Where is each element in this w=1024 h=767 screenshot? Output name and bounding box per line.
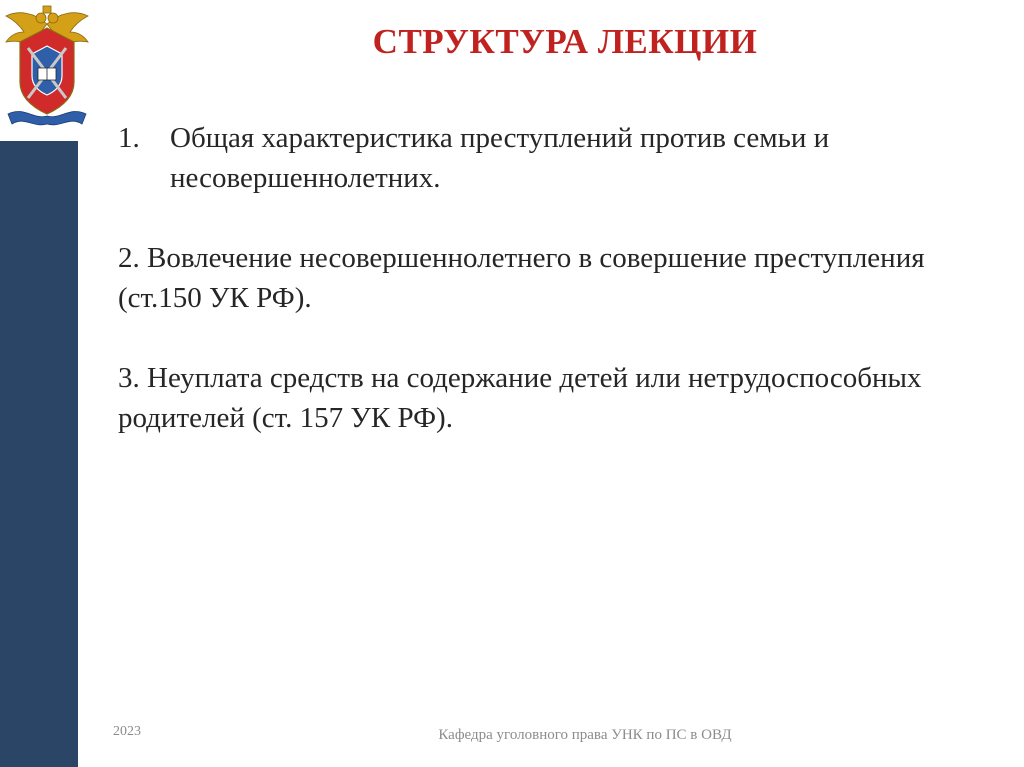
outline-item-text: Общая характеристика преступлений против семьи и несовершеннолетних. <box>170 122 830 194</box>
outline-item-2: 2. Вовлечение несовершеннолетнего в совершение преступления (ст.150 УК РФ). <box>118 242 925 314</box>
sidebar-stripe <box>0 141 78 767</box>
emblem-icon <box>4 2 90 130</box>
footer-year: 2023 <box>113 724 141 739</box>
outline-item-3: 3. Неуплата средств на содержание детей или нетрудоспособных родителей (ст. 157 УК РФ). <box>118 362 922 434</box>
lecture-outline <box>118 118 978 438</box>
outline-item-number: 1. <box>118 122 140 154</box>
footer-department: Кафедра уголовного права УНК по ПС в ОВД <box>438 727 732 743</box>
outline-item-1 <box>118 118 978 198</box>
slide-title: СТРУКТУРА ЛЕКЦИИ <box>372 22 758 61</box>
